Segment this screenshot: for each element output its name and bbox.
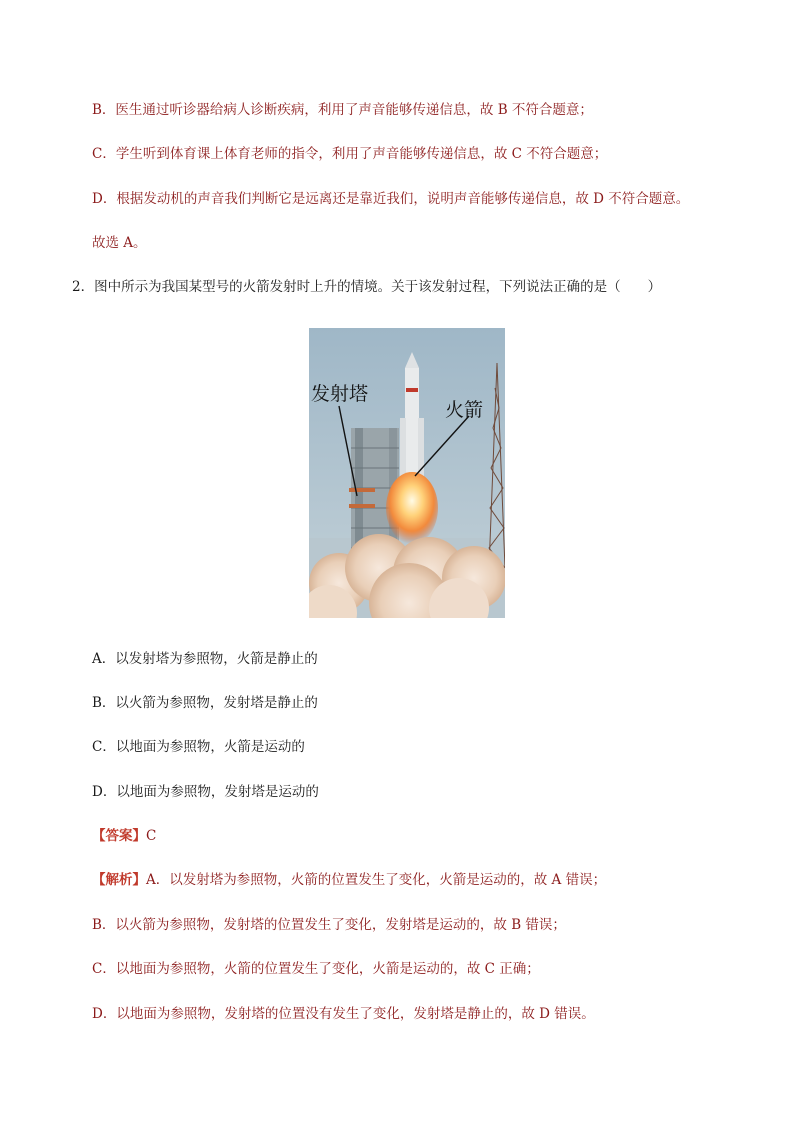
answer-value: C — [146, 828, 157, 844]
question-stem: 2．图中所示为我国某型号的火箭发射时上升的情境。关于该发射过程，下列说法正确的是（ ） — [72, 279, 662, 295]
prev-answer-line-b: B．医生通过听诊器给病人诊断疾病，利用了声音能够传递信息，故 B 不符合题意； — [92, 102, 593, 118]
analysis-line-a — [92, 871, 606, 889]
analysis-line-d: D．以地面为参照物，发射塔的位置没有发生了变化，发射塔是静止的，故 D 错误。 — [92, 1006, 595, 1022]
option-b: B．以火箭为参照物，发射塔是静止的 — [92, 695, 318, 711]
option-d: D．以地面为参照物，发射塔是运动的 — [92, 784, 319, 800]
prev-answer-choose: 故选 A。 — [92, 235, 147, 251]
label-rocket: 火箭 — [445, 399, 484, 421]
analysis-tag: 【解析】 — [92, 872, 146, 888]
answer-tag: 【答案】 — [92, 828, 146, 844]
prev-answer-line-c: C．学生听到体育课上体育老师的指令，利用了声音能够传递信息，故 C 不符合题意； — [92, 146, 608, 162]
rocket-launch-photo — [309, 328, 505, 618]
option-a: A．以发射塔为参照物，火箭是静止的 — [92, 651, 318, 667]
label-tower: 发射塔 — [311, 383, 369, 405]
analysis-line-c: C．以地面为参照物，火箭的位置发生了变化，火箭是运动的，故 C 正确； — [92, 961, 540, 977]
rocket-launch-figure — [309, 328, 505, 618]
analysis-text-a: A．以发射塔为参照物，火箭的位置发生了变化，火箭是运动的，故 A 错误； — [146, 872, 607, 888]
prev-answer-line-d: D．根据发动机的声音我们判断它是远离还是靠近我们，说明声音能够传递信息，故 D 不符合题意。 — [92, 191, 690, 207]
answer-line — [92, 827, 156, 845]
option-c: C．以地面为参照物，火箭是运动的 — [92, 739, 305, 755]
analysis-line-b: B．以火箭为参照物，发射塔的位置发生了变化，发射塔是运动的，故 B 错误； — [92, 917, 566, 933]
